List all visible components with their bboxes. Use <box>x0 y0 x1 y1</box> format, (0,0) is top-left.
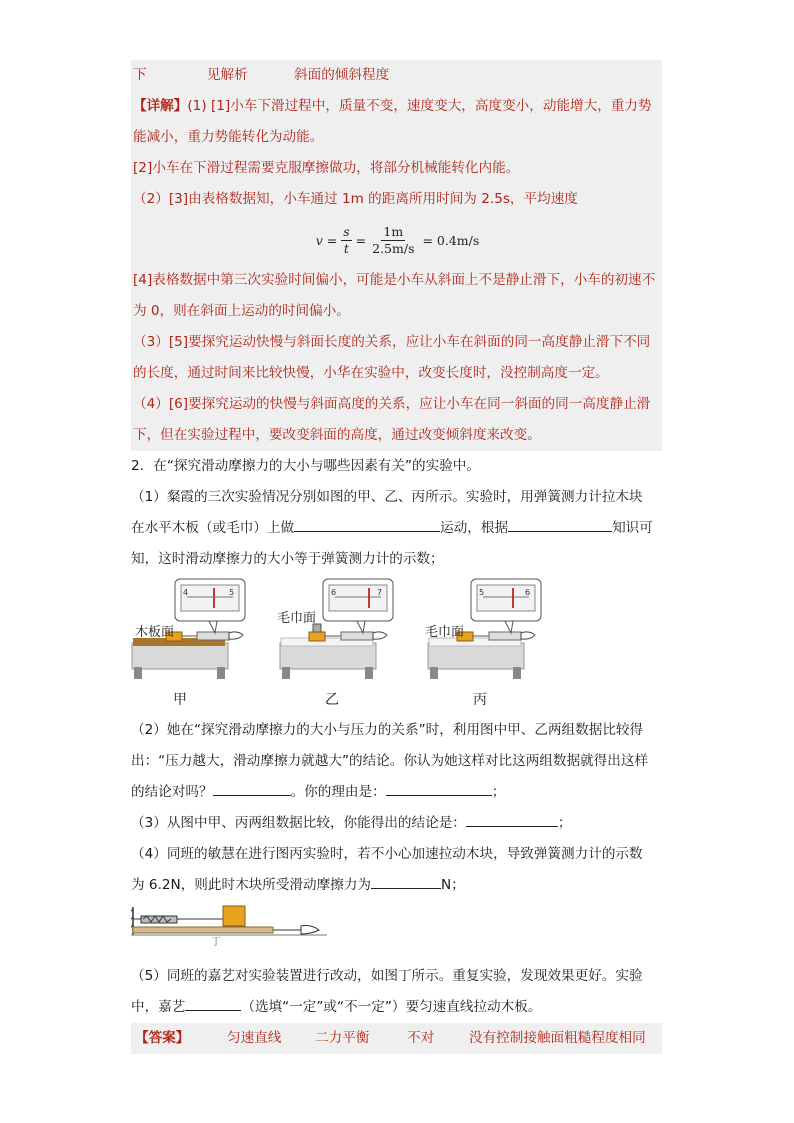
spring-scale-board-illustration <box>131 903 331 953</box>
question-text: 中，嘉艺 （选填“一定”或“不一定”）要匀速直线拉动木板。 <box>131 992 662 1023</box>
fill-blank <box>371 874 441 889</box>
answer-text: 斜面的倾斜程度 <box>294 67 390 83</box>
detail-line: 【详解】(1) [1]小车下滑过程中，质量不变，速度变大，高度变小，动能增大，重力势 <box>133 98 652 114</box>
answer-text: 没有控制接触面粗糙程度相同 <box>469 1030 646 1046</box>
question-text: 为 6.2N，则此时木块所受滑动摩擦力为 N； <box>131 870 662 901</box>
detail-label: 【详解】 <box>133 98 188 114</box>
fill-blank <box>213 781 291 796</box>
fill-blank <box>294 517 440 532</box>
answer-row <box>131 1023 662 1054</box>
question-text: 的结论对吗？ 。你的理由是： ； <box>131 777 662 808</box>
figure-jia <box>131 575 261 708</box>
surface-label: 木板面 <box>135 625 175 640</box>
fill-blank <box>466 812 558 827</box>
answer-text: 下 <box>133 67 147 83</box>
question-text: 知，这时滑动摩擦力的大小等于弹簧测力计的示数； <box>131 551 444 567</box>
detail-line: 能减小，重力势能转化为动能。 <box>133 129 324 145</box>
detail-line: 的长度，通过时间来比较快慢，小华在实验中，改变长度时，没控制高度一定。 <box>133 365 609 381</box>
experiment-figures <box>131 575 662 715</box>
question-text: （5）同班的嘉艺对实验装置进行改动，如图丁所示。重复实验，发现效果更好。实验 <box>131 968 643 984</box>
question-text: （3）从图中甲、丙两组数据比较，你能得出的结论是： ； <box>131 808 662 839</box>
detail-line: [4]表格数据中第三次实验时间偏小，可能是小车从斜面上不是静止滑下，小车的初速不 <box>133 272 656 288</box>
figure-caption: 甲 <box>173 692 187 708</box>
figure-ding <box>131 901 662 961</box>
detail-line: [2]小车在下滑过程需要克服摩擦做功，将部分机械能转化内能。 <box>133 160 520 176</box>
detail-line: （3）[5]要探究运动快慢与斜面长度的关系，应让小车在斜面的同一高度静止滑下不同 <box>133 334 651 350</box>
svg-text:7: 7 <box>377 588 383 597</box>
surface-label: 毛巾面 <box>425 625 465 640</box>
question-text: （1）粲霞的三次实验情况分别如图的甲、乙、丙所示。实验时，用弹簧测力计拉木块 <box>131 489 643 505</box>
fill-blank <box>185 996 241 1011</box>
figure-caption: 乙 <box>325 692 339 708</box>
answer-text: 见解析 <box>206 67 248 83</box>
detail-line: （4）[6]要探究运动的快慢与斜面高度的关系，应让小车在同一斜面的同一高度静止滑 <box>133 396 651 412</box>
velocity-formula: v = $\frac{s}{t}$ = $\frac{1m}{2.5m/s}$ = 0.4m/s <box>315 223 480 256</box>
answer-text: 不对 <box>407 1030 435 1046</box>
solution-block <box>131 60 662 451</box>
figure-bing <box>425 575 557 708</box>
svg-text:4: 4 <box>183 588 189 597</box>
surface-label: 毛巾面 <box>277 611 317 626</box>
svg-text:6: 6 <box>331 588 337 597</box>
figure-caption: 丙 <box>473 692 487 708</box>
spring-scale-towel-weight-illustration <box>279 575 409 680</box>
answer-text: 匀速直线 <box>227 1030 282 1046</box>
svg-text:5: 5 <box>229 588 235 597</box>
fill-blank <box>386 781 492 796</box>
detail-line: 下，但在实验过程中，要改变斜面的高度，通过改变倾斜度来改变。 <box>133 427 541 443</box>
figure-caption: 丁 <box>211 937 221 948</box>
question-text: （4）同班的敏慧在进行图丙实验时，若不小心加速拉动木块，导致弹簧测力计的示数 <box>131 846 643 862</box>
answer-label: 【答案】 <box>135 1030 190 1046</box>
svg-text:5: 5 <box>479 588 485 597</box>
figure-yi <box>277 575 409 708</box>
answer-text: 二力平衡 <box>315 1030 370 1046</box>
fill-blank <box>508 517 612 532</box>
question-title: 2．在“探究滑动摩擦力的大小与哪些因素有关”的实验中。 <box>131 458 480 474</box>
question-text: 出：“压力越大，滑动摩擦力就越大”的结论。你认为她这样对比这两组数据就得出这样 <box>131 753 649 769</box>
svg-text:6: 6 <box>525 588 531 597</box>
detail-line: 为 0，则在斜面上运动的时间偏小。 <box>133 303 350 319</box>
detail-line: （2）[3]由表格数据知，小车通过 1m 的距离所用时间为 2.5s，平均速度 <box>133 191 578 207</box>
question-text: 在水平木板（或毛巾）上做 运动，根据 知识可 <box>131 513 662 544</box>
document-page <box>131 60 662 1054</box>
top-answers-line <box>133 60 662 91</box>
question-text: （2）她在“探究滑动摩擦力的大小与压力的关系”时，利用图中甲、乙两组数据比较得 <box>131 722 644 738</box>
